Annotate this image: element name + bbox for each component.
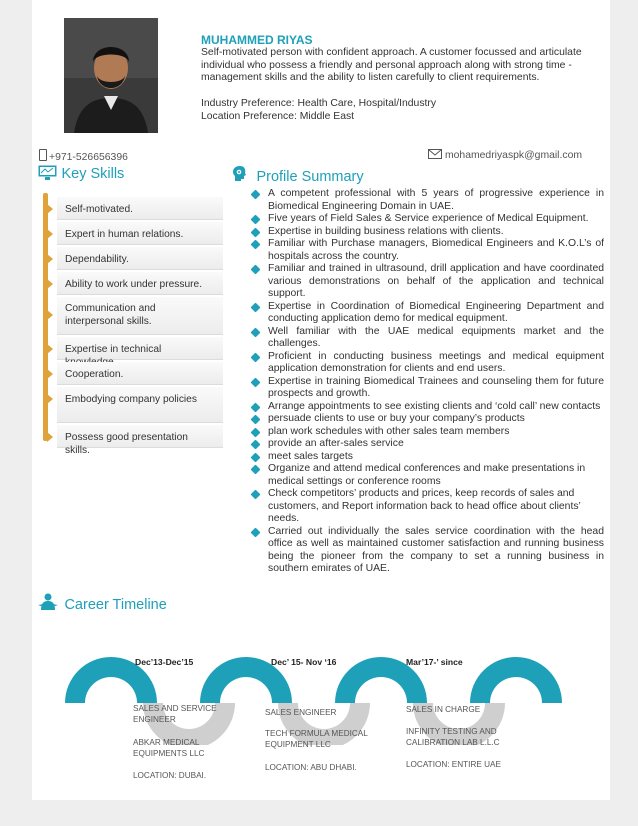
timeline-company: INFINITY TESTING AND CALIBRATION LAB L.L.C [406, 727, 500, 747]
skill-item: Embodying company policies [57, 387, 223, 423]
skill-item: Self-motivated. [57, 197, 223, 220]
summary-bullet: persuade clients to use or buy your company’s products [252, 413, 604, 426]
career-timeline-header [38, 593, 167, 614]
skill-item: Expertise in technical [57, 337, 223, 360]
timeline-location: LOCATION: DUBAI. [133, 771, 207, 780]
skill-marker [47, 310, 53, 320]
summary-bullet: Familiar with Purchase managers, Biomedical Engineers and K.O.L’s of hospitals across the country. [252, 238, 604, 263]
location-label: Location Preference: [201, 111, 297, 122]
skill-marker [47, 432, 53, 442]
skill-item: Ability to work under pressure. [57, 272, 223, 295]
timeline-company: ABKAR MEDICAL EQUIPMENTS LLC [133, 738, 205, 758]
head-gears-icon [232, 165, 248, 183]
candidate-name: MUHAMMED RIYAS [201, 33, 313, 47]
summary-bullet: Proficient in conducting business meetings and medical equipment application demonstration for clients and end users. [252, 351, 604, 376]
timeline-role: SALES AND SERVICE ENGINEER [133, 704, 217, 724]
industry-label: Industry Preference: [201, 98, 295, 109]
email-contact [428, 149, 582, 161]
summary-bullet: Carried out individually the sales service coordination with the head office as well as maintained customer satisfaction and running business being the pioneer from the company to set a running business in southern emirates of UAE. [252, 526, 604, 576]
skill-item: Expert in human relations. [57, 222, 223, 245]
timeline-date: Dec’13-Dec’15 [135, 657, 194, 667]
summary-bullet: meet sales targets [252, 451, 604, 464]
timeline-company: TECH FORMULA MEDICAL EQUIPMENT LLC [265, 729, 368, 749]
email-address[interactable]: mohamedriyaspk@gmail.com [445, 150, 583, 161]
person-icon [38, 593, 58, 611]
summary-bullet: plan work schedules with other sales team members [252, 426, 604, 439]
timeline-location: LOCATION: ENTIRE UAE [406, 760, 501, 769]
key-skills-header [38, 165, 124, 183]
location-preference [201, 111, 354, 122]
skill-marker [47, 229, 53, 239]
skill-marker [47, 344, 53, 354]
timeline-role: SALES IN CHARGE [406, 705, 481, 714]
summary-bullet: Expertise in Coordination of Biomedical Engineering Department and conducting application demo for medical equipment. [252, 301, 604, 326]
timeline-arc-upper [470, 657, 562, 703]
skill-item: Dependability. [57, 247, 223, 270]
industry-preference [201, 98, 436, 109]
skill-item: Cooperation. [57, 362, 223, 385]
summary-bullet: Organize and attend medical conferences and make presentations in medical settings or conference rooms [252, 463, 604, 488]
key-skills-title: Key Skills [61, 166, 125, 182]
timeline-role: SALES ENGINEER [265, 708, 337, 717]
skill-item: Communication and interpersonal skills. [57, 297, 223, 335]
summary-bullet: Five years of Field Sales & Service experience of Medical Equipment. [252, 213, 604, 226]
summary-bullet: Well familiar with the UAE medical equipments market and the challenges. [252, 326, 604, 351]
location-value: Middle East [299, 111, 355, 122]
career-timeline-title: Career Timeline [64, 597, 167, 613]
summary-bullet: provide an after-sales service [252, 438, 604, 451]
skill-marker [47, 279, 53, 289]
intro-summary: Self-motivated person with confident approach. A customer focussed and articulate individual who possess a friendly and personal approach along with strong time - management skills and the ability to listen carefully to client requirements. [201, 47, 582, 83]
timeline-date: Mar’17-’ since [406, 657, 463, 667]
phone-contact [39, 149, 128, 163]
summary-bullet: Arrange appointments to see existing clients and ‘cold call’ new contacts [252, 401, 604, 414]
skill-item: Possess good presentation skills. [57, 425, 223, 448]
profile-photo [64, 18, 158, 133]
skill-marker [47, 254, 53, 264]
mail-icon [428, 149, 442, 159]
timeline-date: Dec’ 15- Nov ‘16 [271, 657, 337, 667]
phone-icon [39, 149, 47, 161]
summary-bullet: Expertise in building business relations with clients. [252, 226, 604, 239]
summary-bullet: Check competitors’ products and prices, keep records of sales and customers, and Report information back to head office about clients’ needs. [252, 488, 604, 526]
industry-value: Health Care, Hospital/Industry [297, 98, 437, 109]
skill-marker [47, 394, 53, 404]
summary-bullet: A competent professional with 5 years of progressive experience in Biomedical Engineering Domain in UAE. [252, 188, 604, 213]
profile-summary-title: Profile Summary [256, 169, 364, 185]
timeline-location: LOCATION: ABU DHABI. [265, 763, 357, 772]
skill-marker [47, 369, 53, 379]
skill-marker [47, 204, 53, 214]
profile-summary-header [232, 165, 364, 186]
summary-bullet: Expertise in training Biomedical Trainees and counseling them for future prospects and growth. [252, 376, 604, 401]
monitor-icon [38, 165, 57, 180]
summary-bullet: Familiar and trained in ultrasound, drill application and have coordinated various demonstrations on behalf of the application and technical support. [252, 263, 604, 301]
profile-summary-list [252, 188, 604, 576]
phone-number[interactable]: +971-526656396 [49, 152, 128, 163]
